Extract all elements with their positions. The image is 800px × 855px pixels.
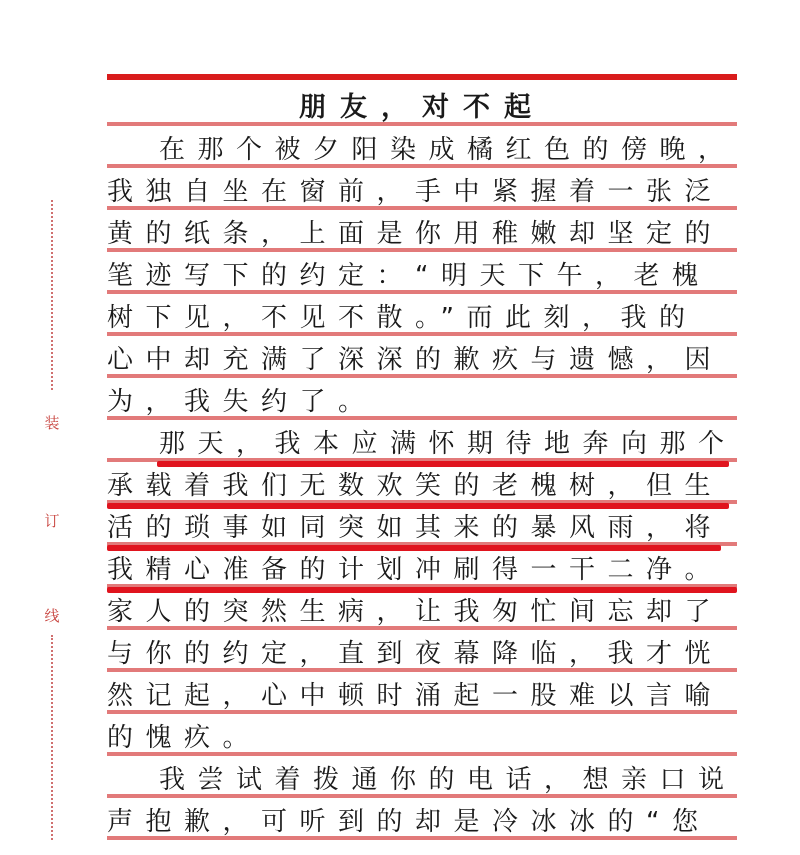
binding-dotted-line-bottom bbox=[51, 635, 53, 840]
text-line-7: 为，我失约了。 bbox=[107, 386, 377, 417]
binding-dotted-line-top bbox=[51, 200, 53, 390]
text-line-15: 的愧疚。 bbox=[107, 722, 262, 753]
page-title: 朋友，对不起 bbox=[299, 91, 545, 123]
text-line-8: 那天，我本应满怀期待地奔向那个 bbox=[159, 428, 737, 459]
text-line-13: 与你的约定，直到夜幕降临，我才恍 bbox=[107, 638, 724, 669]
binding-char-ding: 订 bbox=[44, 512, 60, 530]
text-line-5: 树下见，不见不散。”而此刻，我的 bbox=[107, 302, 698, 333]
binding-margin bbox=[40, 200, 64, 840]
text-line-16: 我尝试着拨通你的电话，想亲口说 bbox=[159, 764, 737, 795]
red-underline-mark bbox=[107, 545, 721, 551]
top-red-rule bbox=[107, 74, 737, 80]
text-line-11: 我精心准备的计划冲刷得一干二净。 bbox=[107, 554, 724, 585]
binding-char-zhuang: 装 bbox=[44, 414, 60, 432]
text-line-4: 笔迹写下的约定：“明天下午，老槐 bbox=[107, 260, 711, 291]
text-line-3: 黄的纸条，上面是你用稚嫩却坚定的 bbox=[107, 218, 724, 249]
text-line-14: 然记起，心中顿时涌起一股难以言喻 bbox=[107, 680, 724, 711]
text-line-9: 承载着我们无数欢笑的老槐树，但生 bbox=[107, 470, 724, 501]
text-line-2: 我独自坐在窗前，手中紧握着一张泛 bbox=[107, 176, 724, 207]
text-line-12: 家人的突然生病，让我匆忙间忘却了 bbox=[107, 596, 724, 627]
text-line-6: 心中却充满了深深的歉疚与遗憾，因 bbox=[107, 344, 724, 375]
lined-paper bbox=[107, 74, 737, 855]
red-underline-mark bbox=[107, 587, 737, 593]
red-underline-mark bbox=[157, 461, 729, 467]
text-line-10: 活的琐事如同突如其来的暴风雨，将 bbox=[107, 512, 724, 543]
text-line-17: 声抱歉，可听到的却是冷冰冰的“您 bbox=[107, 806, 711, 837]
red-underline-mark bbox=[107, 503, 729, 509]
binding-char-xian: 线 bbox=[44, 607, 60, 625]
text-line-1: 在那个被夕阳染成橘红色的傍晚， bbox=[159, 134, 737, 165]
